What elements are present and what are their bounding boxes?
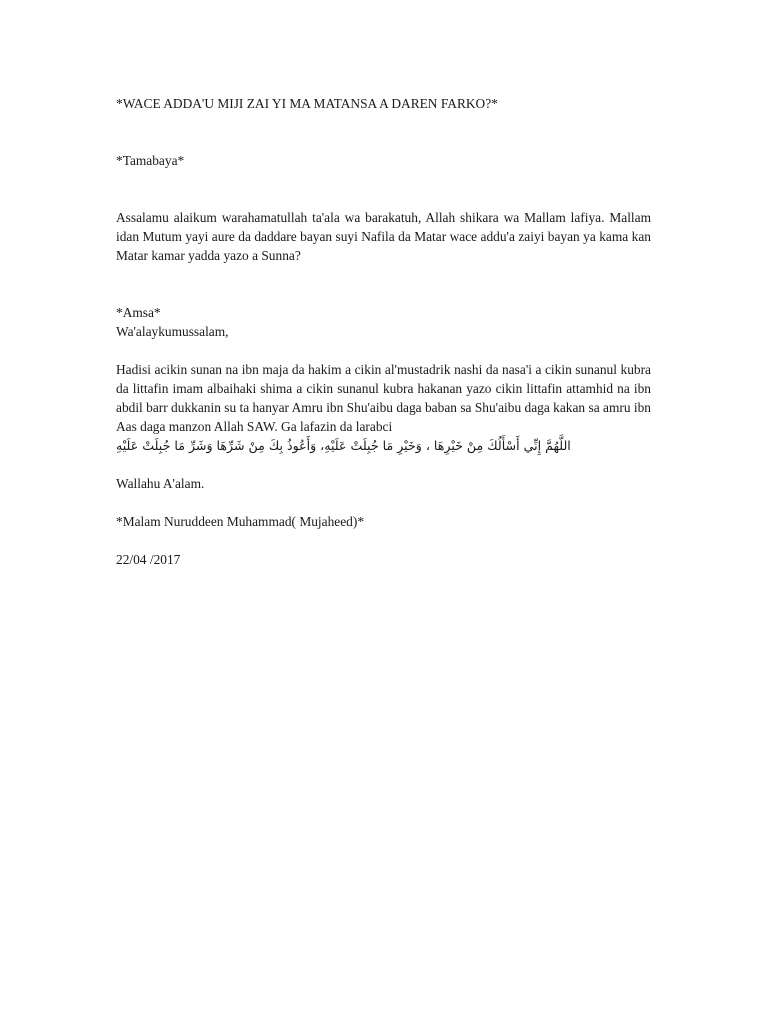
document-date: 22/04 /2017 (116, 552, 181, 567)
answer-paragraph: Hadisi acikin sunan na ibn maja da hakim a cikin al'mustadrik nashi da nasa'i a cikin sunanul kubra da littafin imam albaihaki shima a cikin sunanul kubra hakanan yazo cikin littafin attamhid na ibn abdil barr dukkanin su ta hanyar Amru ibn Shu'aibu daga baban sa Shu'aibu daga kakan sa amru ibn Aas daga manzon Allah SAW. Ga lafazin da larabci (116, 362, 651, 434)
question-heading: *Tamabaya* (116, 153, 185, 168)
question-paragraph: Assalamu alaikum warahamatullah ta'ala wa barakatuh, Allah shikara wa Mallam lafiya. Mallam idan Mutum yayi aure da daddare bayan suyi Nafila da Matar wace addu'a zaiyi bayan ya kama kan Matar kamar yadda yazo a Sunna? (116, 210, 651, 263)
answer-heading: *Amsa* (116, 305, 161, 320)
arabic-dua: اللَّهُمَّ إِنِّي أَسْأَلُكَ مِنْ خَيْرِهَا ، وَخَيْرِ مَا جُبِلَتْ عَلَيْهِ، وَأَعُوذُ بِكَ مِنْ شَرِّهَا وَشَرِّ مَا جُبِلَتْ عَلَيْهِ (116, 438, 571, 453)
document-title: *WACE ADDA'U MIJI ZAI YI MA MATANSA A DAREN FARKO?* (116, 96, 498, 111)
greeting-line: Wa'alaykumussalam, (116, 324, 229, 339)
closing-line: Wallahu A'alam. (116, 476, 205, 491)
author-signature: *Malam Nuruddeen Muhammad( Mujaheed)* (116, 514, 365, 529)
